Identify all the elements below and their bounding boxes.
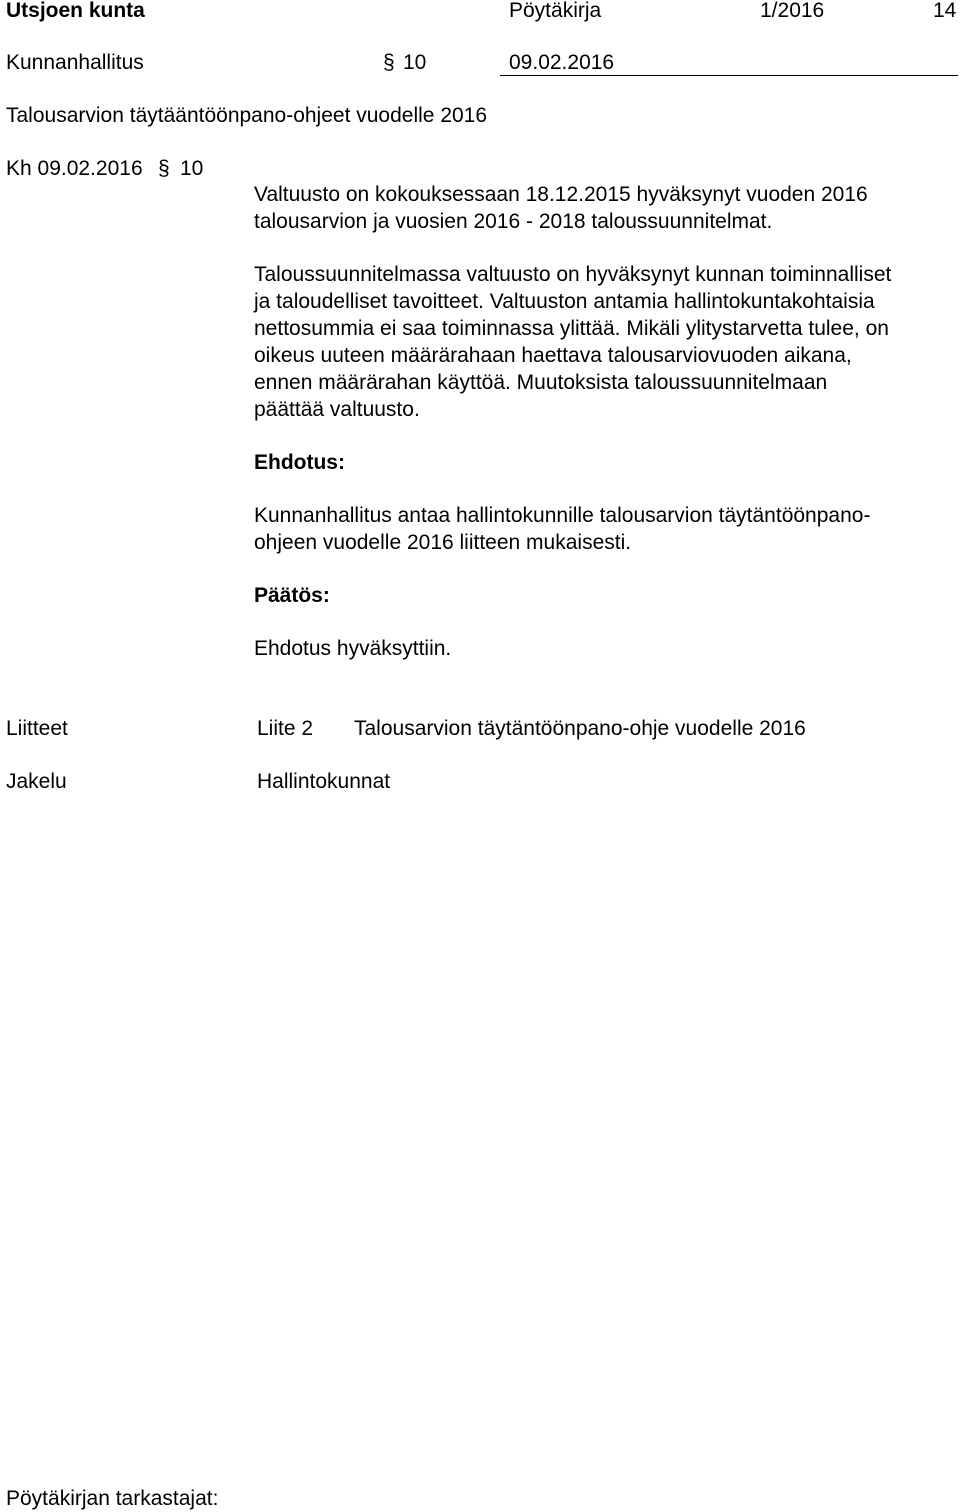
matter-reference: Kh 09.02.2016 xyxy=(6,157,143,180)
governing-body-name: Kunnanhallitus xyxy=(6,51,144,74)
meeting-date: 09.02.2016 xyxy=(509,51,615,74)
matter-title: Talousarvion täytääntöönpano-ohjeet vuodelle 2016 xyxy=(6,104,488,127)
attachments-label: Liitteet xyxy=(6,717,68,740)
proposal-heading: Ehdotus: xyxy=(254,451,345,474)
body-paragraph-1-line-1: Valtuusto on kokouksessaan 18.12.2015 hyväksynyt vuoden 2016 xyxy=(254,183,868,206)
distribution-label: Jakelu xyxy=(6,770,67,793)
body-paragraph-2-line-5: ennen määrärahan käyttöä. Muutoksista taloussuunnitelmaan xyxy=(254,371,828,394)
body-paragraph-2-line-6: päättää valtuusto. xyxy=(254,398,420,421)
page-number: 14 xyxy=(933,0,957,22)
proposal-text-line-1: Kunnanhallitus antaa hallintokunnille talousarvion täytäntöönpano- xyxy=(254,504,871,527)
proposal-text-line-2: ohjeen vuodelle 2016 liitteen mukaisesti. xyxy=(254,531,632,554)
reference-section-symbol: § xyxy=(158,157,170,180)
header-rule xyxy=(500,75,958,76)
body-paragraph-2-line-3: nettosummia ei saa toiminnassa ylittää. Mikäli ylitystarvetta tulee, on xyxy=(254,317,889,340)
section-symbol: § xyxy=(383,51,395,74)
body-paragraph-1-line-2: talousarvion ja vuosien 2016 - 2018 taloussuunnitelmat. xyxy=(254,210,773,233)
body-paragraph-2-line-4: oikeus uuteen määrärahaan haettava talousarviovuoden aikana, xyxy=(254,344,852,367)
minutes-reviewers-label: Pöytäkirjan tarkastajat: xyxy=(6,1487,219,1510)
distribution-value: Hallintokunnat xyxy=(257,770,391,793)
attachment-title: Talousarvion täytäntöönpano-ohje vuodelle 2016 xyxy=(354,717,806,740)
municipality-name: Utsjoen kunta xyxy=(6,0,145,22)
section-number: 10 xyxy=(403,51,427,74)
body-paragraph-2-line-2: ja taloudelliset tavoitteet. Valtuuston antamia hallintokuntakohtaisia xyxy=(254,290,875,313)
document-type: Pöytäkirja xyxy=(509,0,602,22)
decision-text: Ehdotus hyväksyttiin. xyxy=(254,637,452,660)
document-number: 1/2016 xyxy=(760,0,825,22)
attachment-id: Liite 2 xyxy=(257,717,314,740)
decision-heading: Päätös: xyxy=(254,584,330,607)
body-paragraph-2-line-1: Taloussuunnitelmassa valtuusto on hyväksynyt kunnan toiminnalliset xyxy=(254,263,892,286)
reference-section-number: 10 xyxy=(180,157,204,180)
